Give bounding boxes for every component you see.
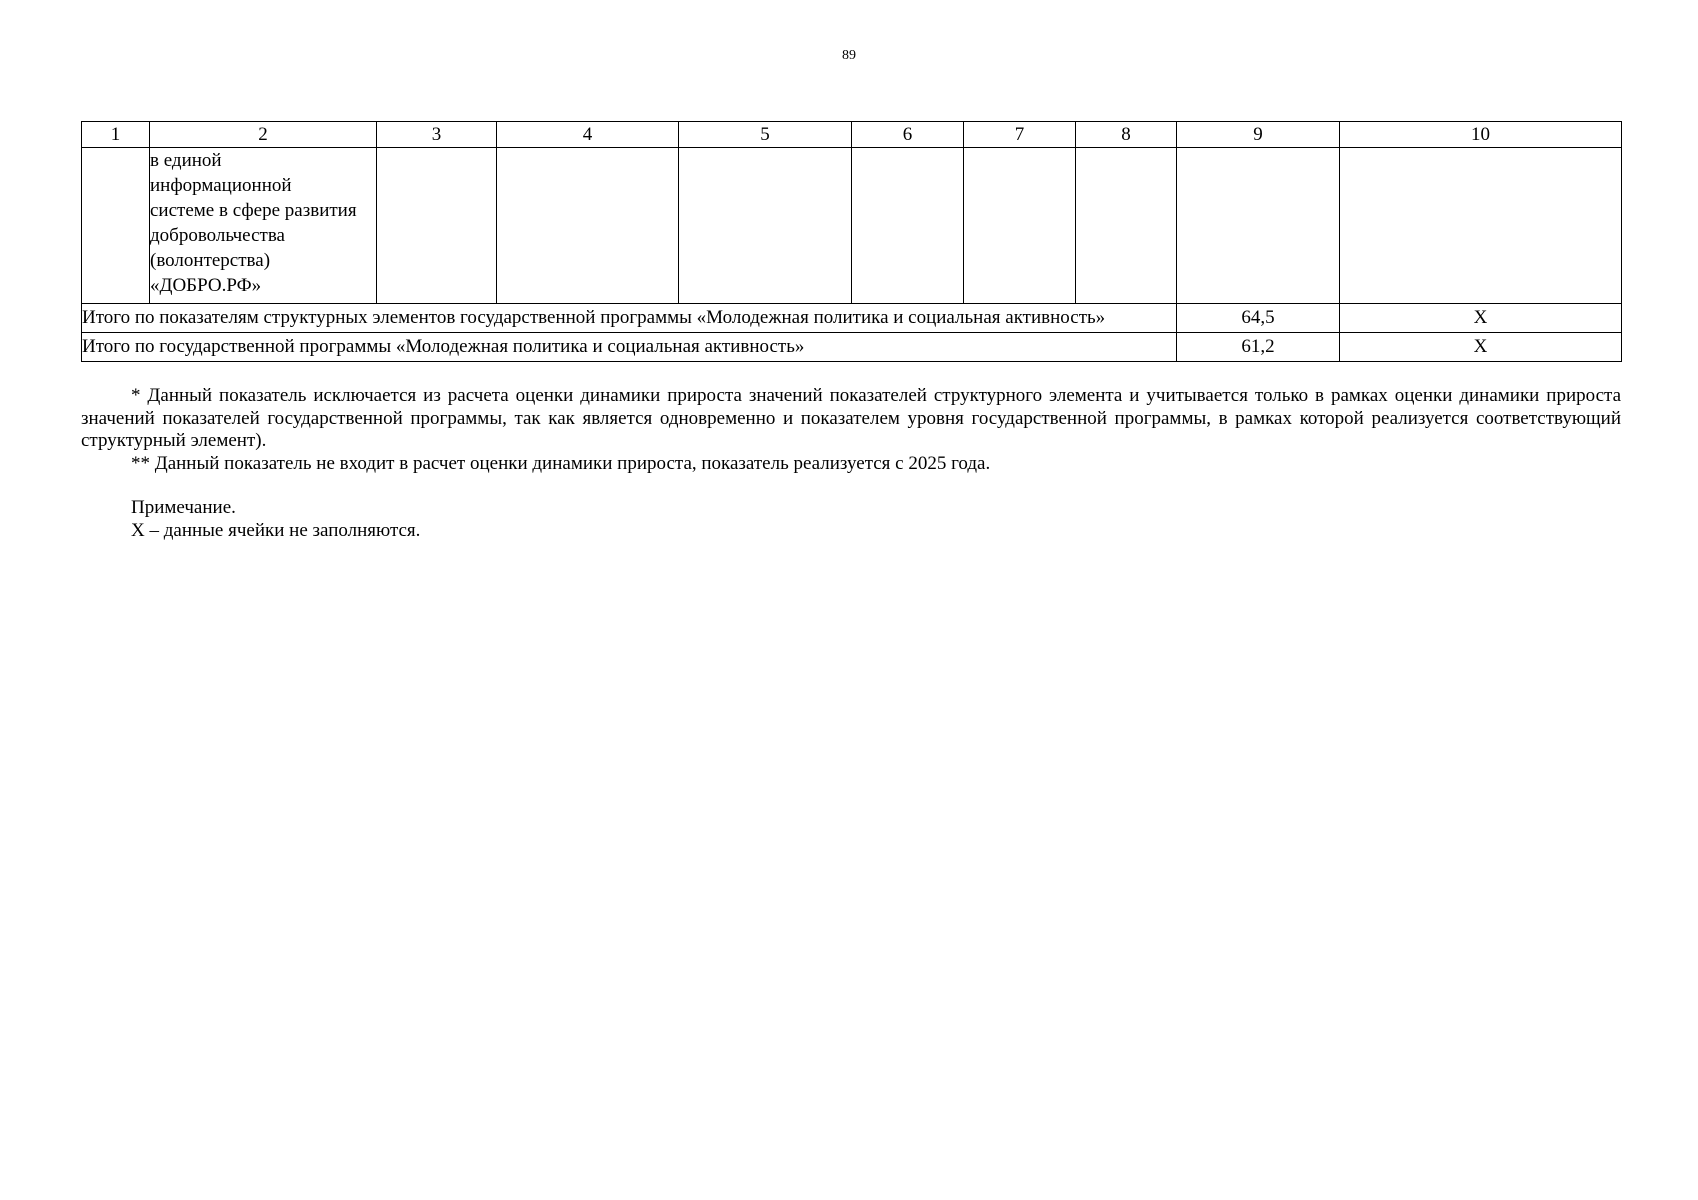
column-header: 2 <box>150 122 377 148</box>
indicator-name-line: (волонтерства) <box>150 250 271 271</box>
column-header: 7 <box>964 122 1076 148</box>
column-header: 1 <box>82 122 150 148</box>
column-header: 10 <box>1340 122 1622 148</box>
page-number: 89 <box>842 48 856 63</box>
column-header: 9 <box>1177 122 1340 148</box>
column-header: 6 <box>852 122 964 148</box>
indicator-name-line: «ДОБРО.РФ» <box>150 275 262 296</box>
indicators-table <box>81 121 1622 362</box>
table-cell <box>1177 148 1340 304</box>
program-total-row <box>82 333 1622 362</box>
structural-elements-total-row <box>82 304 1622 333</box>
not-filled-mark: X <box>1340 304 1622 333</box>
table-cell <box>82 148 150 304</box>
indicator-name-cell <box>150 148 377 304</box>
total-value: 64,5 <box>1177 304 1340 333</box>
table-cell <box>679 148 852 304</box>
column-header: 8 <box>1076 122 1177 148</box>
table-cell <box>852 148 964 304</box>
table-row <box>82 148 1622 304</box>
column-header: 3 <box>377 122 497 148</box>
footnotes-section <box>81 385 1621 542</box>
table-cell <box>1076 148 1177 304</box>
column-header: 4 <box>497 122 679 148</box>
note-title: Примечание. <box>131 497 236 518</box>
column-header: 5 <box>679 122 852 148</box>
table-cell <box>497 148 679 304</box>
indicator-name-line: информационной <box>150 175 292 196</box>
total-label: Итого по показателям структурных элементов государственной программы «Молодежная политика и социальная активность» <box>82 304 1177 333</box>
total-label: Итого по государственной программы «Молодежная политика и социальная активность» <box>82 333 1177 362</box>
not-filled-mark: X <box>1340 333 1622 362</box>
footnote-single-star: * Данный показатель исключается из расчета оценки динамики прироста значений показателей структурного элемента и учитывается только в рамках оценки динамики прироста значений показателей государственной программы, так как является одновременно и показателем уровня государственной программы, в рамках которой реализуется соответствующий структурный элемент). <box>81 385 1621 451</box>
indicator-name-line: добровольчества <box>150 225 285 246</box>
indicator-name-line: в единой <box>150 150 222 171</box>
table-cell <box>964 148 1076 304</box>
table-cell <box>377 148 497 304</box>
table-cell <box>1340 148 1622 304</box>
indicator-name-line: системе в сфере развития <box>150 200 357 221</box>
total-value: 61,2 <box>1177 333 1340 362</box>
note-text: X – данные ячейки не заполняются. <box>131 519 421 541</box>
footnote-double-star: ** Данный показатель не входит в расчет оценки динамики прироста, показатель реализуется с 2025 года. <box>131 452 991 474</box>
column-number-row <box>82 122 1622 148</box>
